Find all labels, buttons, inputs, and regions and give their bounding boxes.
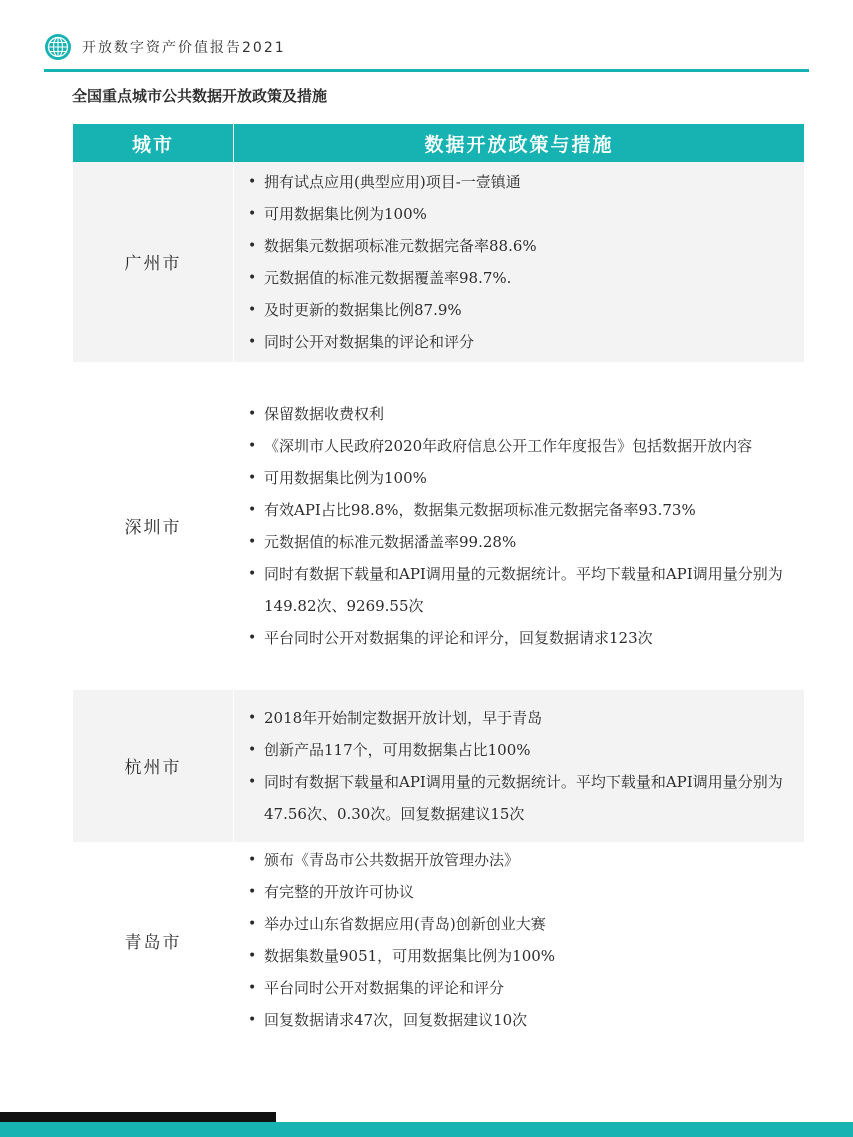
city-cell: 青岛市 bbox=[73, 842, 234, 1038]
list-item: • 2018年开始制定数据开放计划，早于青岛 bbox=[248, 702, 794, 734]
table-row bbox=[73, 362, 804, 689]
list-item: • 元数据值的标准元数据潘盖率99.28% bbox=[248, 526, 794, 558]
table-header-row bbox=[73, 124, 804, 162]
list-item: • 拥有试点应用(典型应用)项目-一壹镇通 bbox=[248, 166, 794, 198]
globe-logo-icon bbox=[44, 33, 72, 61]
list-item: • 举办过山东省数据应用(青岛)创新创业大赛 bbox=[248, 908, 794, 940]
policy-list bbox=[234, 844, 804, 1036]
list-item: • 同时有数据下载量和API调用量的元数据统计。平均下载量和API调用量分别为47.56次、0.30次。回复数据建议15次 bbox=[248, 766, 794, 830]
list-item: • 颁布《青岛市公共数据开放管理办法》 bbox=[248, 844, 794, 876]
list-item: • 保留数据收费权利 bbox=[248, 398, 794, 430]
list-item: • 数据集元数据项标准元数据完备率88.6% bbox=[248, 230, 794, 262]
list-item: • 有完整的开放许可协议 bbox=[248, 876, 794, 908]
list-item: • 回复数据请求47次，回复数据建议10次 bbox=[248, 1004, 794, 1036]
table-row bbox=[73, 842, 804, 1038]
list-item: • 可用数据集比例为100% bbox=[248, 462, 794, 494]
list-item: • 有效API占比98.8%，数据集元数据项标准元数据完备率93.73% bbox=[248, 494, 794, 526]
section-title: 全国重点城市公共数据开放政策及措施 bbox=[72, 87, 328, 105]
list-item: • 《深圳市人民政府2020年政府信息公开工作年度报告》包括数据开放内容 bbox=[248, 430, 794, 462]
table-row bbox=[73, 689, 804, 842]
policy-list bbox=[234, 398, 804, 654]
policies-cell bbox=[234, 162, 805, 362]
list-item: • 元数据值的标准元数据覆盖率98.7%. bbox=[248, 262, 794, 294]
list-item: • 同时公开对数据集的评论和评分 bbox=[248, 326, 794, 358]
policies-cell bbox=[234, 842, 805, 1038]
list-item: • 创新产品117个，可用数据集占比100% bbox=[248, 734, 794, 766]
list-item: • 数据集数量9051，可用数据集比例为100% bbox=[248, 940, 794, 972]
policy-table bbox=[73, 124, 804, 1039]
city-cell: 杭州市 bbox=[73, 689, 234, 842]
list-item: • 平台同时公开对数据集的评论和评分 bbox=[248, 972, 794, 1004]
column-header-city: 城市 bbox=[73, 124, 234, 162]
city-cell: 广州市 bbox=[73, 162, 234, 362]
list-item: • 平台同时公开对数据集的评论和评分，回复数据请求123次 bbox=[248, 622, 794, 654]
report-title: 开放数字资产价值报告2021 bbox=[82, 40, 286, 56]
page-header bbox=[44, 32, 286, 62]
footer-dark-bar bbox=[0, 1112, 276, 1122]
list-item: • 及时更新的数据集比例87.9% bbox=[248, 294, 794, 326]
table-row bbox=[73, 162, 804, 362]
policies-cell bbox=[234, 362, 805, 689]
policy-list bbox=[234, 166, 804, 358]
list-item: • 同时有数据下载量和API调用量的元数据统计。平均下载量和API调用量分别为149.82次、9269.55次 bbox=[248, 558, 794, 622]
header-divider bbox=[44, 69, 809, 72]
policy-list bbox=[234, 702, 804, 830]
column-header-policies: 数据开放政策与措施 bbox=[234, 124, 805, 162]
footer-accent-bar bbox=[0, 1122, 853, 1137]
list-item: • 可用数据集比例为100% bbox=[248, 198, 794, 230]
city-cell: 深圳市 bbox=[73, 362, 234, 689]
policies-cell bbox=[234, 689, 805, 842]
